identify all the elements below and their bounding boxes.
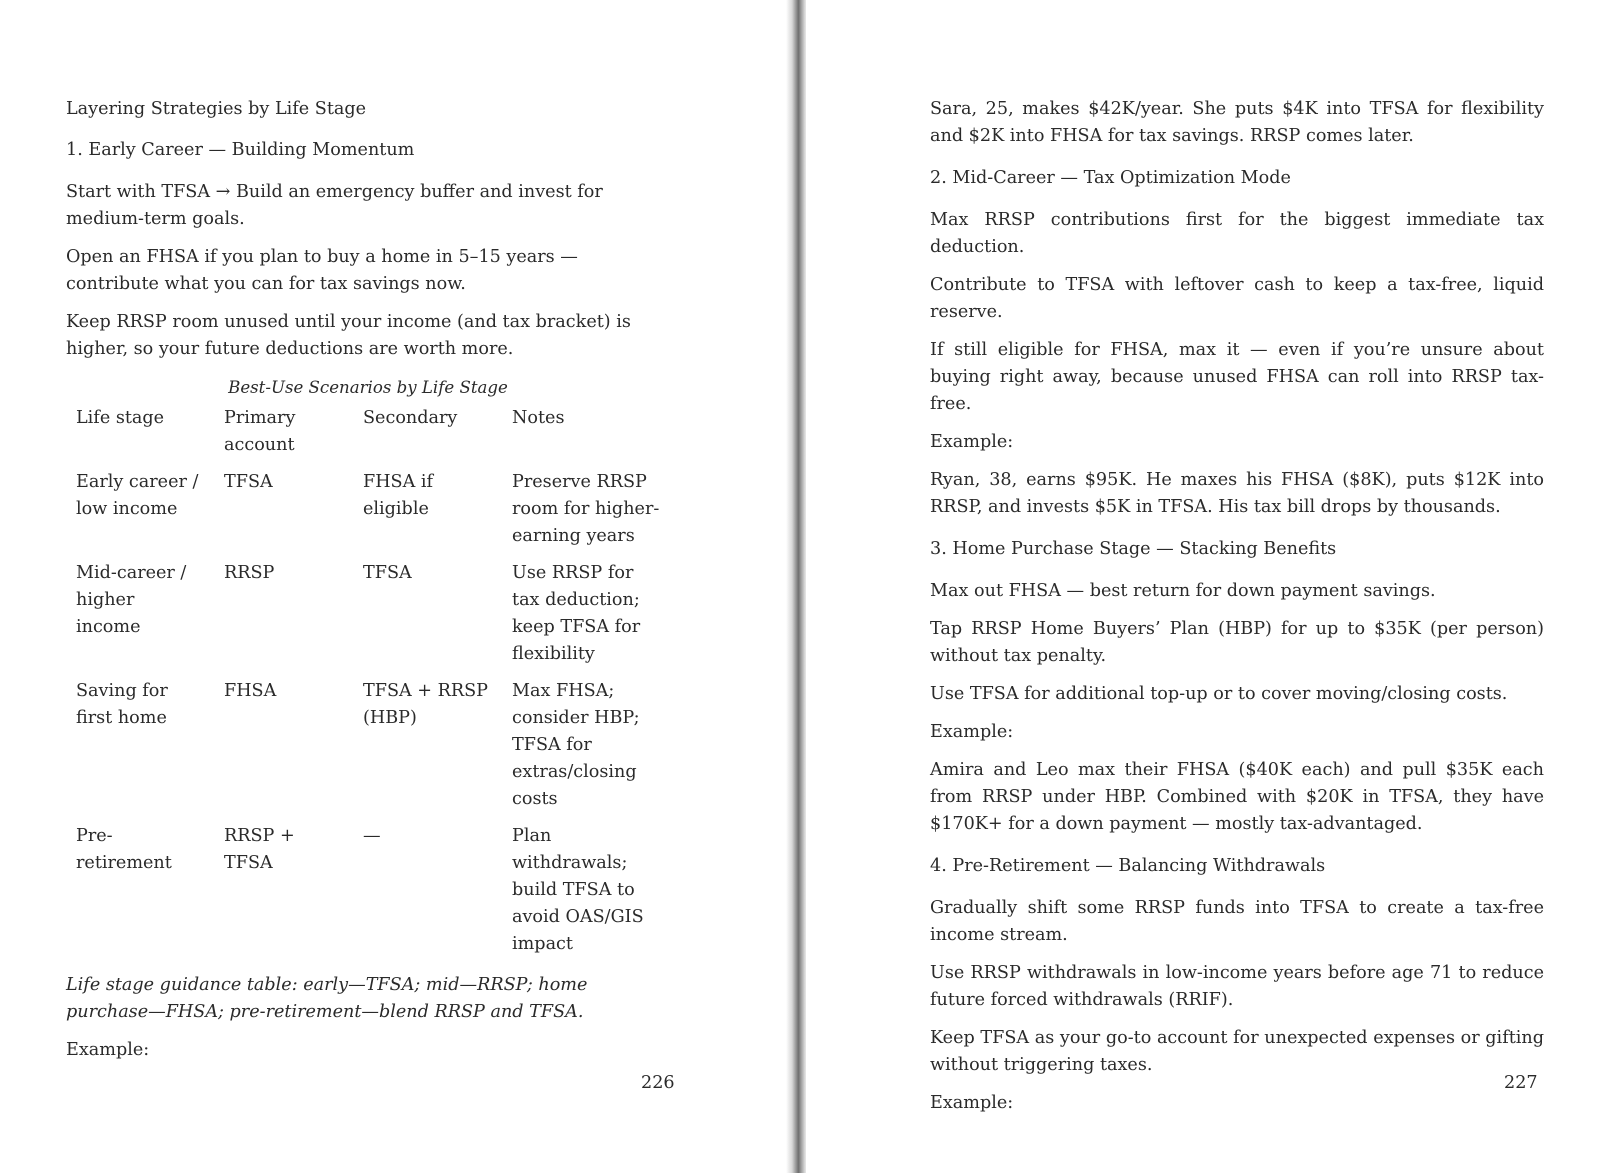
table-cell: Pre-retirement: [76, 826, 172, 873]
table-header-cell: Primary account: [224, 408, 296, 455]
table-cell: Use RRSP for tax deduction; keep TFSA for flexibility: [512, 563, 641, 664]
table-cell: RRSP: [224, 563, 275, 583]
table-row: [66, 678, 670, 823]
paragraph: Contribute to TFSA with leftover cash to keep a tax-free, liquid reserve.: [930, 275, 1544, 322]
right-page: [806, 0, 1600, 1173]
page-number: 227: [1504, 1073, 1538, 1093]
example-label: Example:: [930, 432, 1014, 452]
life-stage-table: [66, 405, 670, 968]
stage1-heading: 1. Early Career — Building Momentum: [66, 140, 415, 160]
left-page-content: [66, 96, 670, 1075]
paragraph: Ryan, 38, earns $95K. He maxes his FHSA ($8K), puts $12K into RRSP, and invests $5K in TFSA. His tax bill drops by thousands.: [930, 470, 1544, 517]
table-cell: FHSA: [224, 681, 277, 701]
table-cell: Saving for first home: [76, 681, 168, 728]
paragraph: Keep RRSP room unused until your income (and tax bracket) is higher, so your future deductions are worth more.: [66, 312, 631, 359]
paragraph: Max out FHSA — best return for down payment savings.: [930, 581, 1436, 601]
paragraph: Amira and Leo max their FHSA ($40K each) and pull $35K each from RRSP under HBP. Combined with $20K in TFSA, they have $170K+ for a down payment — mostly tax-advantaged.: [930, 760, 1544, 834]
table-header-cell: Secondary: [363, 408, 458, 428]
table-row: [66, 469, 670, 560]
table-cell: TFSA + RRSP (HBP): [363, 681, 489, 728]
table-cell: Plan withdrawals; build TFSA to avoid OAS/GIS impact: [512, 826, 644, 954]
table-cell: —: [363, 826, 381, 846]
table-cell: Preserve RRSP room for higher-earning years: [512, 472, 660, 546]
paragraph: Sara, 25, makes $42K/year. She puts $4K into TFSA for flexibility and $2K into FHSA for tax savings. RRSP comes later.: [930, 99, 1544, 146]
table-row: [66, 823, 670, 968]
left-page: [0, 0, 790, 1173]
page-number: 226: [641, 1073, 675, 1093]
table-header-cell: Life stage: [76, 408, 165, 428]
table-cell: FHSA if eligible: [363, 472, 434, 519]
table-cell: TFSA: [363, 563, 412, 583]
paragraph: Use TFSA for additional top-up or to cover moving/closing costs.: [930, 684, 1508, 704]
example-label: Example:: [930, 1093, 1014, 1113]
stage3-heading: 3. Home Purchase Stage — Stacking Benefits: [930, 539, 1337, 559]
example-label: Example:: [930, 722, 1014, 742]
table-caption: Best-Use Scenarios by Life Stage: [228, 378, 508, 397]
stage2-heading: 2. Mid-Career — Tax Optimization Mode: [930, 168, 1291, 188]
example-label: Example:: [66, 1040, 150, 1060]
table-cell: TFSA: [224, 472, 273, 492]
paragraph: Keep TFSA as your go-to account for unexpected expenses or gifting without triggering taxes.: [930, 1028, 1544, 1075]
table-header-cell: Notes: [512, 408, 565, 428]
paragraph: Tap RRSP Home Buyers’ Plan (HBP) for up to $35K (per person) without tax penalty.: [930, 619, 1544, 666]
paragraph: If still eligible for FHSA, max it — even if you’re unsure about buying right away, because unused FHSA can roll into RRSP tax-free.: [930, 340, 1544, 414]
paragraph: Use RRSP withdrawals in low-income years before age 71 to reduce future forced withdrawals (RRIF).: [930, 963, 1544, 1010]
paragraph: Start with TFSA → Build an emergency buffer and invest for medium-term goals.: [66, 182, 603, 229]
table-footnote: Life stage guidance table: early—TFSA; mid—RRSP; home purchase—FHSA; pre-retirement—blend RRSP and TFSA.: [66, 975, 588, 1022]
stage4-heading: 4. Pre-Retirement — Balancing Withdrawals: [930, 856, 1326, 876]
table-header-row: [66, 405, 670, 469]
table-cell: Max FHSA; consider HBP; TFSA for extras/closing costs: [512, 681, 640, 809]
right-page-content: [930, 96, 1544, 1128]
paragraph: Open an FHSA if you plan to buy a home in 5–15 years — contribute what you can for tax savings now.: [66, 247, 578, 294]
table-row: [66, 560, 670, 678]
section-title: Layering Strategies by Life Stage: [66, 99, 367, 119]
table-cell: RRSP + TFSA: [224, 826, 295, 873]
paragraph: Max RRSP contributions first for the biggest immediate tax deduction.: [930, 210, 1544, 257]
table-cell: Early career / low income: [76, 472, 199, 519]
paragraph: Gradually shift some RRSP funds into TFSA to create a tax-free income stream.: [930, 898, 1544, 945]
table-cell: Mid-career / higher income: [76, 563, 187, 637]
